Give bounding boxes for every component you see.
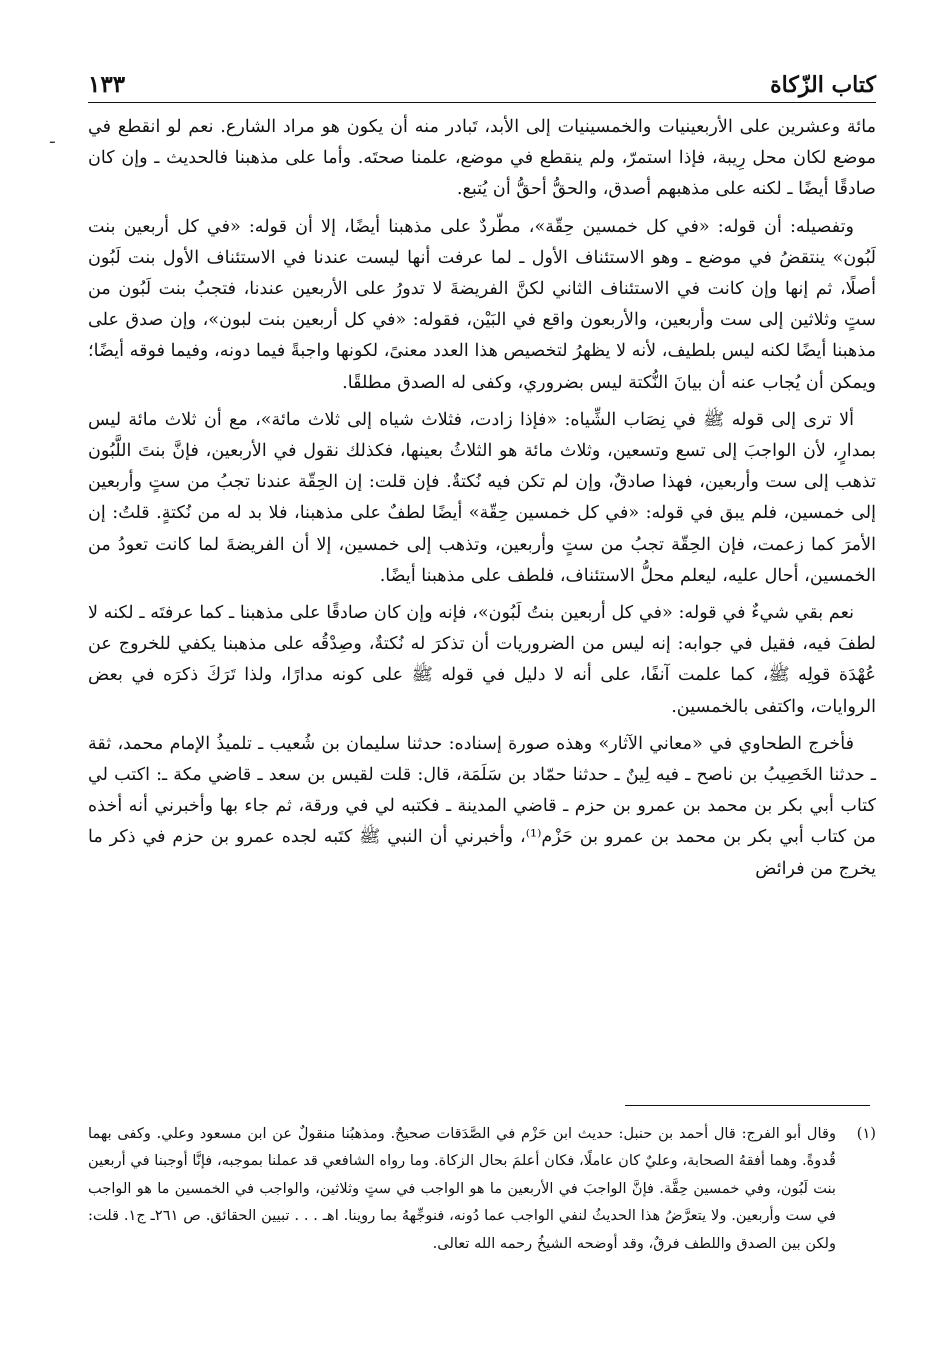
margin-mark: ـ — [50, 128, 55, 147]
running-title: كتاب الزّكاة — [770, 72, 876, 98]
paragraph: نعم بقي شيءٌ في قوله: «في كل أربعين بنتُ لَبُون»، فإنه وإن كان صادقًا على مذهبنا ـ كما عرفتَه ـ لكنه لا لطفَ فيه، فقيل في جوابه: إنه ليس من الضروريات أن تذكرَ له نُكتةٌ، وصِدْقُه على مذهبنا يكفي للخروج عن عُهْدَة قولِه ﷺ، كما علمت آنفًا، على أنه لا دليل في قوله ﷺ على كونه مدارًا، ولذا تَرَكَ ذكرَه في بعض الروايات، واكتفى بالخمسين. — [88, 603, 876, 717]
footnote — [88, 1120, 876, 1257]
footnote-text: وقال أبو الفرج: قال أحمد بن حنبل: حديث ابن حَزْم في الصَّدَقات صحيحٌ. ومذهبُنا منقولٌ عن ابن مسعود وعلي. وكفى بهما قُدوةً. وهما أفقهُ الصحابة، وعليٌ كان عاملًا، فكان أعلمَ بحال الزكاة. وما رواه الشافعي قد عملنا بموجبه، فإنَّا أوجبنا في أربعين بنت لَبُون، وفي خمسين حِقَّة. فإنَّ الواجبَ في الأربعين ما هو الواجب في ستٍ وثلاثين، والواجب في الخمسين ما هو الواجب في ست وأربعين. ولا يتعرَّضُ هذا الحديثُ لنفي الواجب عما دُونه، فنوجِّههُ بما روينا. اهـ . . . تبيين الحقائق. ص ٢٦١ـ ج١. قلت: ولكن بين الصدق واللطف فرقٌ، وقد أوضحه الشيخُ رحمه الله تعالى. — [88, 1125, 836, 1252]
footnote-number: (١) — [856, 1125, 876, 1142]
main-text — [88, 112, 876, 891]
footnote-divider — [625, 1105, 870, 1106]
page-header — [88, 58, 876, 103]
paragraph: وتفصيله: أن قوله: «في كل خمسين حِقّة»، مطّردٌ على مذهبنا أيضًا، إلا أن قوله: «في كل أربعين بنت لَبُون» ينتقضُ في موضع ـ وهو الاستئناف الأول ـ لما عرفت أنها ليست عندنا في الاستئناف الأول بنت لَبُون أصلًا، ثم إنها وإن كانت في الاستئناف الثاني لكنَّ الفريضةَ لا تدورُ على الأربعين عندنا، فتجبُ بنت لَبُون من ستٍ وثلاثين إلى ست وأربعين، والأربعون واقع في البَيْن، فقوله: «في كل أربعين بنت لبون»، وإن صدق على مذهبنا أيضًا لكنه ليس بلطيف، لأنه لا يظهرُ لتخصيص هذا العدد معنىً، لكونها واجبةً فيما دونه، وفيما فوقه أيضًا؛ ويمكن أن يُجاب عنه أن بيانَ النُّكتة ليس بضروري، وكفى له الصدق مطلقًا. — [88, 216, 876, 393]
paragraph: مائة وعشرين على الأربعينيات والخمسينيات إلى الأبد، تَبادر منه أن يكون هو مراد الشارع. نعم لو انقطع في موضع لكان محل رِيبة، فإذا استمرّ، ولم ينقطع في موضع، علمنا صحتَه. وأما على مذهبنا فالحديث ـ وإن كان صادقًا أيضًا ـ لكنه على مذهبهم أصدق، والحقُّ أحقُّ أن يُتبع. — [88, 117, 876, 200]
page-number: ١٣٣ — [88, 71, 126, 98]
paragraph: ألا ترى إلى قوله ﷺ في نِصَاب الشِّياه: «فإذا زادت، فثلاث شياه إلى ثلاث مائة»، مع أن ثلاث مائة ليس بمدارٍ، لأن الواجبَ إلى تسع وتسعين، وثلاث مائة هو الثلاثُ بعينها، فكذلك نقول في الأربعين، فإنَّ بنتَ اللَّبُون تذهب إلى ست وأربعين، فهذا صادقٌ، وإن لم تكن فيه نُكتةٌ. فإن قلت: إن الحِقّة عندنا تجبُ من ستٍ وأربعين إلى خمسين، فلم يبق في قوله: «في كل خمسين حِقّة» أيضًا لطفٌ على مذهبنا، فلا بد له من نُكتةٍ. قلتُ: إن الأمرَ كما زعمت، فإن الحِقّة تجبُ من ستٍ وأربعين، وتذهب إلى خمسين، إلا أن الفريضةَ لما كانت تعودُ من الخمسين، أحال عليه، ليعلم محلُّ الاستئناف، فلطف على مذهبنا أيضًا. — [88, 409, 876, 586]
paragraph: فأخرج الطحاوي في «معاني الآثار» وهذه صورة إسناده: حدثنا سليمان بن شُعيب ـ تلميذُ الإمام محمد، ثقة ـ حدثنا الخَصِيبُ بن ناصح ـ فيه لِينٌ ـ حدثنا حمّاد بن سَلَمَة، قال: قلت لقيس بن سعد ـ قاضي مكة ـ: اكتب لي كتاب أبي بكر بن محمد بن عمرو بن حزم ـ قاضي المدينة ـ فكتبه لي في ورقة، ثم جاء بها وأخبرني أنه أخذه من كتاب أبي بكر بن محمد بن عمرو بن حَزْم⁽¹⁾، وأخبرني أن النبي ﷺ كتَبه لجده عمرو بن حزم في ذكر ما يخرج من فرائض — [88, 733, 876, 879]
